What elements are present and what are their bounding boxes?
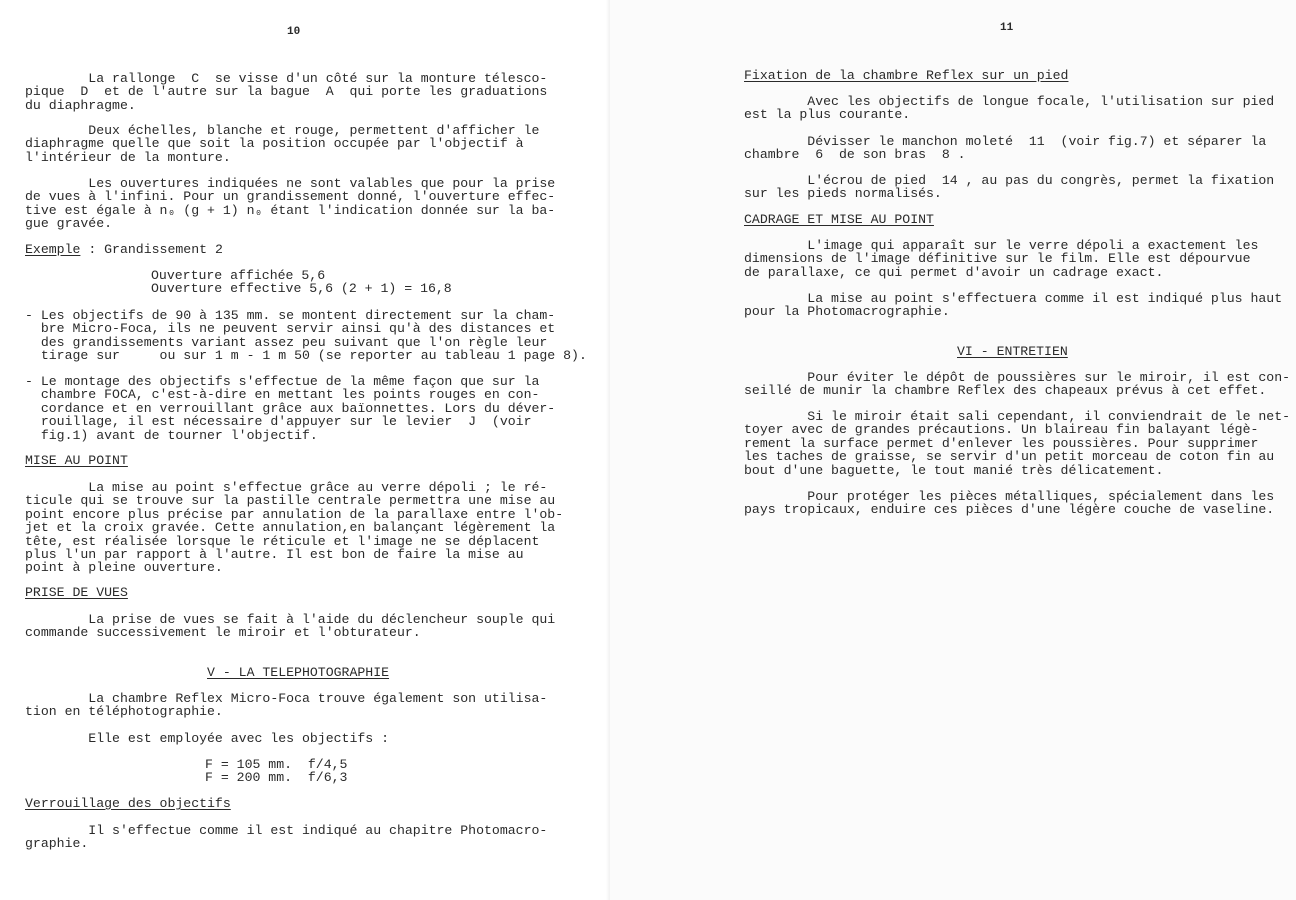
- heading-entretien: VI - ENTRETIEN: [957, 344, 1068, 359]
- example-label: Exemple: [25, 242, 81, 257]
- bullet-objectifs-90-135: - Les objectifs de 90 à 135 mm. se montent directement sur la cham- bre Micro-Foca, ils ne peuvent servir ainsi qu'à des distances et des grandissements variant assez peu suivant que l'on règle leur tirage sur ou sur 1 m - 1 m 50 (se reporter au tableau 1 page 8).: [25, 308, 587, 364]
- paragraph-ecrou: L'écrou de pied 14 , au pas du congrès, permet la fixation sur les pieds normalisés.: [744, 173, 1275, 202]
- heading-fixation: Fixation de la chambre Reflex sur un pied: [744, 68, 1069, 83]
- paragraph-pieces-metalliques: Pour protéger les pièces métalliques, spécialement dans les pays tropicaux, enduire ces pièces d'une légère couche de vaseline.: [744, 489, 1275, 518]
- paragraph-ouvertures: Les ouvertures indiquées ne sont valables que pour la prise de vues à l'infini. Pour un grandissement donné, l'ouverture effec- tive est égale à n₀ (g + 1) n₀ étant l'indication donnée sur la ba- gue gravée.: [25, 176, 556, 232]
- right-page: [610, 0, 1296, 900]
- paragraph-poussieres: Pour éviter le dépôt de poussières sur le miroir, il est con- seillé de munir la chambre Reflex des chapeaux prévus à cet effet.: [744, 370, 1291, 399]
- paragraph-longue-focale: Avec les objectifs de longue focale, l'utilisation sur pied est la plus courante.: [744, 94, 1275, 123]
- paragraph-image-verre-depoli: L'image qui apparaît sur le verre dépoli a exactement les dimensions de l'image définitive sur le film. Elle est dépourvue de parallaxe, ce qui permet d'avoir un cadrage exact.: [744, 238, 1259, 280]
- example-text: : Grandissement 2: [80, 242, 223, 257]
- paragraph-prise-de-vues: La prise de vues se fait à l'aide du déclencheur souple qui commande successivement le miroir et l'obturateur.: [25, 612, 556, 641]
- example-line: [25, 243, 223, 256]
- heading-prise-de-vues: PRISE DE VUES: [25, 585, 128, 600]
- paragraph-telephotographie: La chambre Reflex Micro-Foca trouve également son utilisa- tion en téléphotographie.: [25, 691, 548, 720]
- paragraph-mise-au-point: La mise au point s'effectue grâce au verre dépoli ; le ré- ticule qui se trouve sur la pastille centrale permettra une mise au point encore plus précise par annulation de la parallaxe entre l'ob- jet et la croix gravée. Cette annulation,en balançant légèrement la tête, est réalisée lorsque le réticule et l'image ne se déplacent plus l'un par rapport à l'autre. Il est bon de faire la mise au point à pleine ouverture.: [25, 480, 564, 576]
- page-number: 10: [287, 26, 301, 38]
- paragraph-mise-au-point-haut: La mise au point s'effectuera comme il est indiqué plus haut pour la Photomacrographie.: [744, 291, 1283, 320]
- heading-telephotographie: V - LA TELEPHOTOGRAPHIE: [207, 665, 390, 680]
- paragraph-devisser: Dévisser le manchon moleté 11 (voir fig.7) et séparer la chambre 6 de son bras 8 .: [744, 134, 1267, 163]
- lens-list: F = 105 mm. f/4,5 F = 200 mm. f/6,3: [205, 757, 348, 786]
- paragraph-nettoyage: Si le miroir était sali cependant, il conviendrait de le net- toyer avec de grandes précautions. Un blaireau fin balayant légè- rement la surface permet d'enlever les poussières. Pour supprimer les taches de graisse, se servir d'un petit morceau de coton fin au bout d'une baguette, le tout manié très délicatement.: [744, 409, 1291, 478]
- bullet-montage-objectifs: - Le montage des objectifs s'effectue de la même façon que sur la chambre FOCA, c'est-à-dire en mettant les points rouges en con- cordance et en verrouillant grâce aux baïonnettes. Lors du déver- rouillage, il est nécessaire d'appuyer sur le levier J (voir fig.1) avant de tourner l'objectif.: [25, 374, 556, 443]
- paragraph-verrouillage: Il s'effectue comme il est indiqué au chapitre Photomacro- graphie.: [25, 823, 548, 852]
- heading-cadrage: CADRAGE ET MISE AU POINT: [744, 212, 934, 227]
- paragraph-objectifs-employes: Elle est employée avec les objectifs :: [25, 731, 390, 746]
- heading-mise-au-point: MISE AU POINT: [25, 453, 128, 468]
- paragraph-rallonge: La rallonge C se visse d'un côté sur la monture télesco- pique D et de l'autre sur la bague A qui porte les graduations du diaphragme.: [25, 71, 548, 113]
- heading-verrouillage: Verrouillage des objectifs: [25, 796, 231, 811]
- left-page: [0, 0, 610, 900]
- page-number: 11: [1000, 22, 1014, 34]
- example-values: Ouverture affichée 5,6 Ouverture effective 5,6 (2 + 1) = 16,8: [151, 268, 452, 297]
- paragraph-echelles: Deux échelles, blanche et rouge, permettent d'afficher le diaphragme quelle que soit la position occupée par l'objectif à l'intérieur de la monture.: [25, 123, 540, 165]
